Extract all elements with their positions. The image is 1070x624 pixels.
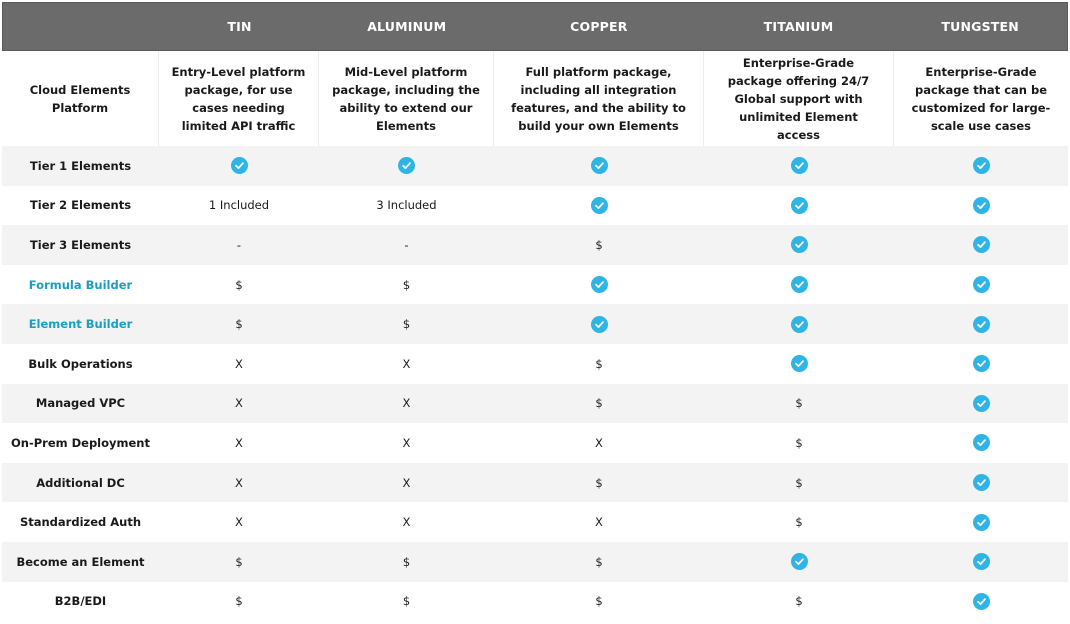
check-circle-icon [973, 157, 990, 174]
table-row [2, 384, 1068, 424]
header-copper: COPPER [570, 19, 628, 34]
table-row [2, 502, 1068, 542]
cell-tin [159, 384, 319, 424]
pricing-comparison-table [2, 2, 1068, 621]
cell-titanium [704, 502, 894, 542]
check-circle-icon [231, 157, 248, 174]
feature-label: Tier 3 Elements [29, 237, 132, 252]
cell-value: X [595, 435, 603, 450]
cell-value: $ [595, 356, 603, 371]
cell-tungsten [894, 582, 1068, 622]
cell-value: X [402, 435, 411, 450]
cell-value: X [235, 515, 243, 530]
cell-tungsten [894, 502, 1068, 542]
check-circle-icon [591, 197, 608, 214]
check-circle-icon [973, 316, 990, 333]
cell-tungsten [894, 384, 1068, 424]
header-aluminum: ALUMINUM [367, 19, 447, 34]
check-circle-icon [973, 276, 990, 293]
cell-value: 3 Included [376, 198, 437, 213]
cell-value: 1 Included [208, 198, 270, 213]
feature-label: Become an Element [16, 554, 145, 569]
cell-titanium [704, 384, 894, 424]
cell-copper [494, 542, 704, 582]
check-circle-icon [791, 197, 808, 214]
cell-value: $ [595, 475, 603, 490]
cell-aluminum [319, 502, 494, 542]
cell-value: $ [402, 317, 411, 332]
cell-aluminum [319, 384, 494, 424]
table-header [2, 2, 1068, 51]
feature-label: Additional DC [36, 475, 125, 490]
cell-copper [494, 463, 704, 503]
cell-tin [159, 186, 319, 226]
cell-tin [159, 502, 319, 542]
table-row [2, 186, 1068, 226]
cell-tungsten [894, 186, 1068, 226]
cell-value: - [236, 237, 242, 252]
description-tungsten: Enterprise-Grade package that can be customized for large-scale use cases [911, 64, 1051, 133]
cell-copper [494, 225, 704, 265]
cell-tungsten [894, 304, 1068, 344]
table-row [2, 582, 1068, 622]
check-circle-icon [591, 316, 608, 333]
feature-rows [2, 146, 1068, 621]
feature-label: Tier 1 Elements [29, 158, 132, 173]
check-circle-icon [973, 434, 990, 451]
check-circle-icon [791, 553, 808, 570]
cell-tungsten [894, 225, 1068, 265]
cell-value: $ [795, 475, 803, 490]
cell-titanium [704, 542, 894, 582]
cell-value: $ [795, 515, 803, 530]
cell-value: $ [795, 594, 803, 609]
table-row [2, 423, 1068, 463]
feature-label: Bulk Operations [28, 356, 133, 371]
check-circle-icon [973, 395, 990, 412]
check-circle-icon [973, 474, 990, 491]
cell-aluminum [319, 344, 494, 384]
cell-value: $ [595, 237, 603, 252]
cell-value: $ [795, 435, 803, 450]
cell-value: $ [595, 554, 603, 569]
cell-tungsten [894, 344, 1068, 384]
cell-titanium [704, 186, 894, 226]
check-circle-icon [973, 553, 990, 570]
header-tungsten: TUNGSTEN [941, 19, 1019, 34]
cell-value: $ [595, 594, 603, 609]
cell-titanium [704, 146, 894, 186]
description-aluminum: Mid-Level platform package, including the ability to extend our Elements [319, 51, 494, 146]
check-circle-icon [973, 197, 990, 214]
check-circle-icon [791, 276, 808, 293]
check-circle-icon [973, 514, 990, 531]
header-empty [3, 3, 160, 50]
cell-aluminum [319, 423, 494, 463]
check-circle-icon [591, 157, 608, 174]
cell-tungsten [894, 146, 1068, 186]
cell-value: $ [795, 396, 803, 411]
cell-value: X [595, 515, 603, 530]
cell-value: $ [402, 594, 411, 609]
cell-value: X [402, 515, 411, 530]
cell-copper [494, 344, 704, 384]
cell-titanium [704, 304, 894, 344]
feature-label: Managed VPC [35, 396, 126, 411]
feature-link[interactable]: Element Builder [28, 317, 133, 332]
header-tin: TIN [227, 19, 252, 34]
check-circle-icon [591, 276, 608, 293]
cell-copper [494, 582, 704, 622]
cell-tin [159, 146, 319, 186]
description-tin: Entry-Level platform package, for use cases needing limited API traffic [159, 51, 319, 146]
cell-tungsten [894, 265, 1068, 305]
cell-value: X [235, 435, 243, 450]
description-titanium: Enterprise-Grade package offering 24/7 Global support with unlimited Element access [704, 51, 894, 146]
description-row [2, 51, 1068, 146]
description-copper: Full platform package, including all integration features, and the ability to build your own Elements [494, 51, 704, 146]
cell-aluminum [319, 265, 494, 305]
cell-tin [159, 582, 319, 622]
cell-copper [494, 304, 704, 344]
table-row [2, 344, 1068, 384]
check-circle-icon [791, 157, 808, 174]
feature-label: B2B/EDI [54, 594, 107, 609]
table-row [2, 225, 1068, 265]
feature-link[interactable]: Formula Builder [28, 277, 133, 292]
cell-titanium [704, 265, 894, 305]
cell-copper [494, 384, 704, 424]
feature-label: Tier 2 Elements [29, 198, 132, 213]
cell-titanium [704, 423, 894, 463]
cell-value: X [402, 356, 411, 371]
cell-value: $ [595, 396, 603, 411]
feature-label: Standardized Auth [19, 515, 142, 530]
cell-titanium [704, 582, 894, 622]
cell-value: $ [235, 554, 243, 569]
cell-copper [494, 423, 704, 463]
cell-copper [494, 186, 704, 226]
cell-tungsten [894, 423, 1068, 463]
table-row [2, 542, 1068, 582]
description-label: Cloud Elements Platform [2, 51, 159, 146]
cell-titanium [704, 225, 894, 265]
check-circle-icon [791, 316, 808, 333]
cell-tin [159, 542, 319, 582]
cell-value: $ [402, 277, 411, 292]
table-row [2, 265, 1068, 305]
cell-value: X [235, 475, 243, 490]
check-circle-icon [791, 355, 808, 372]
cell-value: $ [402, 554, 411, 569]
cell-titanium [704, 463, 894, 503]
table-row [2, 463, 1068, 503]
check-circle-icon [973, 236, 990, 253]
cell-value: X [402, 396, 411, 411]
cell-copper [494, 265, 704, 305]
cell-tin [159, 423, 319, 463]
cell-value: $ [235, 317, 243, 332]
cell-aluminum [319, 304, 494, 344]
cell-value: X [402, 475, 411, 490]
cell-copper [494, 502, 704, 542]
cell-tin [159, 463, 319, 503]
header-titanium: TITANIUM [763, 19, 834, 34]
cell-tin [159, 344, 319, 384]
cell-aluminum [319, 146, 494, 186]
cell-value: - [404, 237, 409, 252]
cell-tungsten [894, 463, 1068, 503]
cell-copper [494, 146, 704, 186]
cell-value: X [235, 356, 243, 371]
cell-value: $ [235, 277, 243, 292]
cell-aluminum [319, 225, 494, 265]
cell-aluminum [319, 582, 494, 622]
cell-aluminum [319, 542, 494, 582]
feature-label: On-Prem Deployment [10, 435, 150, 450]
cell-value: X [235, 396, 243, 411]
check-circle-icon [973, 593, 990, 610]
cell-tin [159, 265, 319, 305]
cell-titanium [704, 344, 894, 384]
cell-tungsten [894, 542, 1068, 582]
check-circle-icon [973, 355, 990, 372]
cell-value: $ [235, 594, 243, 609]
cell-aluminum [319, 463, 494, 503]
cell-aluminum [319, 186, 494, 226]
table-row [2, 146, 1068, 186]
check-circle-icon [398, 157, 415, 174]
table-row [2, 304, 1068, 344]
cell-tin [159, 225, 319, 265]
check-circle-icon [791, 236, 808, 253]
cell-tin [159, 304, 319, 344]
